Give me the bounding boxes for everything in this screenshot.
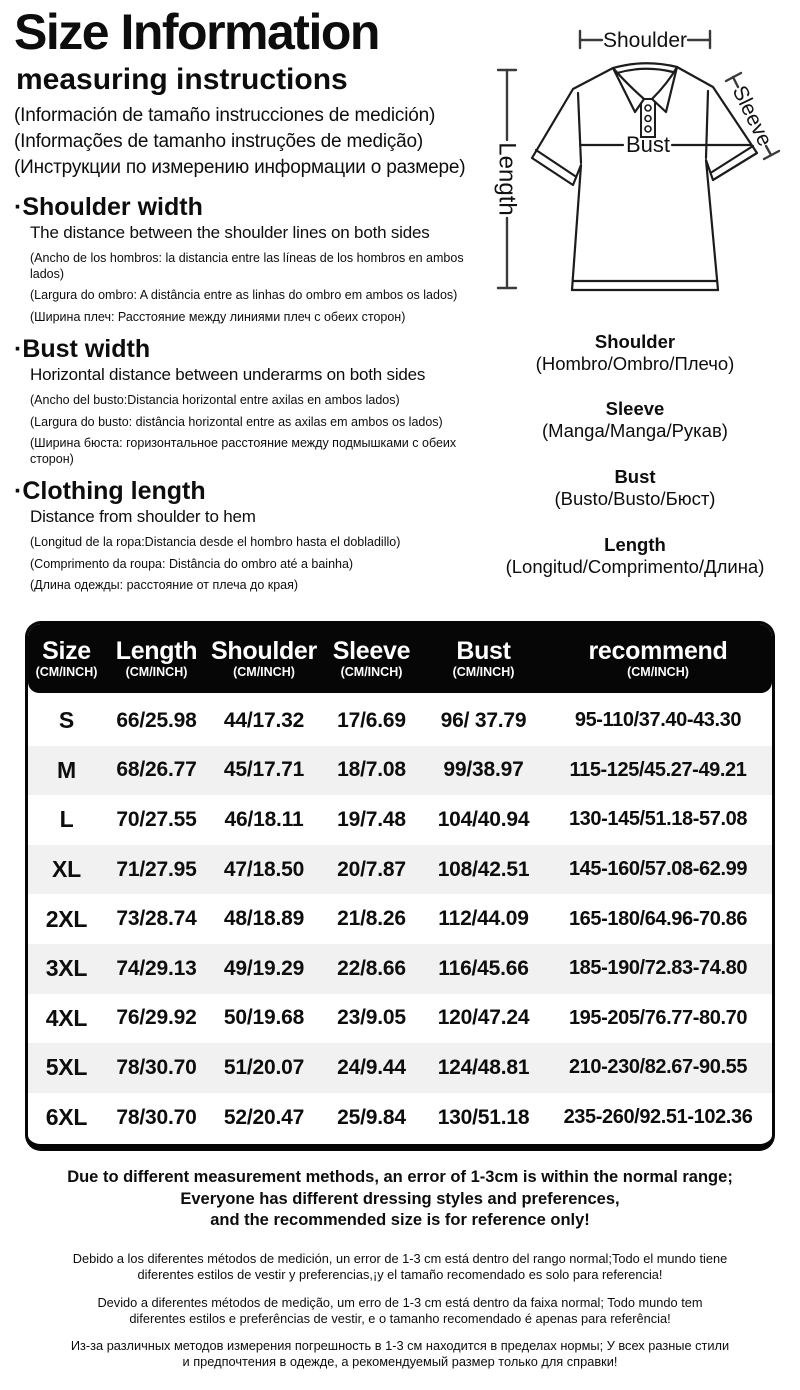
column-label: recommend xyxy=(588,637,728,665)
disclaimer-ru xyxy=(0,1338,800,1370)
section-description: Horizontal distance between underarms on both sides xyxy=(30,365,426,384)
value-cell: 96/ 37.79 xyxy=(440,708,527,732)
disclaimer-line: diferentes estilos de vestir y preferencias,¡y el tamaño recomendado es solo para referencia! xyxy=(137,1267,663,1282)
value-cell: 49/19.29 xyxy=(223,956,305,980)
value-cell: 20/7.87 xyxy=(337,857,406,881)
section-shoulder-width xyxy=(14,193,476,331)
title-translation-es: (Información de tamaño instrucciones de medición) xyxy=(14,105,436,126)
section-translation-pt: (Largura do ombro: A distância entre as linhas do ombro em ambos os lados) xyxy=(30,288,458,302)
legend-title: Length xyxy=(604,534,666,555)
column-header-shoulder xyxy=(208,624,320,693)
column-label: Length xyxy=(115,637,198,665)
column-label: Shoulder xyxy=(211,637,317,665)
value-cell: 51/20.07 xyxy=(223,1055,305,1079)
value-cell: 185-190/72.83-74.80 xyxy=(568,957,748,980)
value-cell: 23/9.05 xyxy=(337,1006,406,1030)
section-translation-es: (Ancho del busto:Distancia horizontal entre axilas en ambos lados) xyxy=(30,393,400,407)
diagram-length-label: Length xyxy=(493,142,521,216)
table-row xyxy=(28,1093,772,1143)
header xyxy=(14,2,484,181)
section-translation-ru: (Длина одежды: расстояние от плеча до края) xyxy=(30,578,299,592)
value-cell: 17/6.69 xyxy=(337,708,406,732)
value-cell: 145-160/57.08-62.99 xyxy=(568,858,748,881)
size-cell: 5XL xyxy=(45,1054,88,1081)
size-cell: XL xyxy=(52,856,81,883)
size-cell: M xyxy=(57,756,76,783)
column-label: Bust xyxy=(456,637,511,665)
size-table-header xyxy=(28,624,772,693)
value-cell: 74/29.13 xyxy=(116,956,197,980)
column-header-length xyxy=(105,624,208,693)
size-cell: L xyxy=(59,806,74,833)
disclaimer-pt xyxy=(0,1295,800,1327)
value-cell: 195-205/76.77-80.70 xyxy=(568,1006,748,1029)
value-cell: 50/19.68 xyxy=(223,1006,305,1030)
value-cell: 25/9.84 xyxy=(337,1105,406,1129)
size-cell: 2XL xyxy=(45,905,88,932)
legend-translation: (Longitud/Comprimento/Длина) xyxy=(505,556,765,577)
disclaimer-line: Due to different measurement methods, an error of 1-3cm is within the normal range; xyxy=(67,1168,733,1186)
polo-shirt-measurement-diagram xyxy=(478,0,800,335)
column-label: Sleeve xyxy=(332,637,411,665)
value-cell: 116/45.66 xyxy=(438,956,529,980)
section-translation-es: (Ancho de los hombros: la distancia entre las líneas de los hombros en ambos lados) xyxy=(30,251,464,281)
section-translation-pt: (Comprimento da roupa: Distância do ombro até a bainha) xyxy=(30,556,354,571)
table-row xyxy=(28,994,772,1044)
page-title: Size Information xyxy=(14,4,379,60)
value-cell: 47/18.50 xyxy=(223,857,305,881)
disclaimer-line: Devido a diferentes métodos de medição, um erro de 1-3 cm está dentro da faixa normal; Todo mundo tem xyxy=(97,1295,703,1310)
value-cell: 73/28.74 xyxy=(116,907,197,931)
value-cell: 48/18.89 xyxy=(223,907,305,931)
disclaimer-line: and the recommended size is for reference only! xyxy=(210,1211,590,1229)
column-header-size xyxy=(28,624,105,693)
disclaimer-line: diferentes estilos e preferências de vestir, e o tamanho recomendado é apenas para referência! xyxy=(129,1311,671,1326)
table-row xyxy=(28,845,772,895)
value-cell: 68/26.77 xyxy=(116,758,197,782)
legend-sleeve xyxy=(470,398,800,442)
column-unit: (CM/INCH) xyxy=(627,665,689,679)
section-description: Distance from shoulder to hem xyxy=(30,507,256,526)
value-cell: 76/29.92 xyxy=(116,1006,197,1030)
value-cell: 130-145/51.18-57.08 xyxy=(568,808,748,831)
column-label: Size xyxy=(42,637,91,665)
value-cell: 46/18.11 xyxy=(224,807,304,831)
column-unit: (CM/INCH) xyxy=(340,665,403,679)
size-table xyxy=(25,621,775,1151)
value-cell: 165-180/64.96-70.86 xyxy=(568,907,748,930)
column-header-sleeve xyxy=(320,624,423,693)
value-cell: 44/17.32 xyxy=(223,708,305,732)
value-cell: 22/8.66 xyxy=(337,956,406,980)
section-translations xyxy=(30,535,476,594)
size-table-body xyxy=(28,696,772,1142)
section-clothing-length xyxy=(14,477,476,600)
diagram-sleeve-label: Sleeve xyxy=(727,82,777,150)
title-translation-ru: (Инструкции по измерению информации о размере) xyxy=(14,157,466,178)
table-row xyxy=(28,1043,772,1093)
disclaimer-es xyxy=(0,1251,800,1283)
value-cell: 78/30.70 xyxy=(116,1055,197,1079)
table-row xyxy=(28,696,772,746)
section-translation-ru: (Ширина плеч: Расстояние между линиями плеч с обеих сторон) xyxy=(30,309,406,324)
column-header-recommend xyxy=(544,624,772,693)
legend-title: Shoulder xyxy=(594,331,676,352)
diagram-bust-label: Bust xyxy=(625,132,671,157)
value-cell: 124/48.81 xyxy=(437,1055,530,1079)
section-heading: ·Clothing length xyxy=(14,477,206,505)
title-translations xyxy=(14,103,484,181)
section-translation-es: (Longitud de la ropa:Distancia desde el hombro hasta el dobladillo) xyxy=(30,535,401,549)
section-translation-pt: (Largura do busto: distância horizontal entre as axilas em ambos os lados) xyxy=(30,414,443,429)
value-cell: 120/47.24 xyxy=(437,1006,530,1030)
value-cell: 70/27.55 xyxy=(116,807,197,831)
size-cell: S xyxy=(58,707,75,734)
disclaimer-line: Everyone has different dressing styles and preferences, xyxy=(180,1189,620,1208)
title-translation-pt: (Informações de tamanho instruções de medição) xyxy=(14,131,424,152)
shirt-outline xyxy=(532,63,757,290)
table-row xyxy=(28,746,772,796)
disclaimer-line: Debido a los diferentes métodos de medición, un error de 1-3 cm está dentro del rango normal;Todo el mundo tiene xyxy=(72,1251,728,1266)
legend-shoulder xyxy=(470,331,800,375)
column-unit: (CM/INCH) xyxy=(125,665,188,679)
diagram-shoulder-label: Shoulder xyxy=(602,29,688,52)
value-cell: 18/7.08 xyxy=(337,758,406,782)
value-cell: 104/40.94 xyxy=(437,807,530,831)
size-cell: 6XL xyxy=(45,1104,88,1131)
column-header-bust xyxy=(423,624,544,693)
section-translations xyxy=(30,393,476,467)
section-heading: ·Shoulder width xyxy=(14,193,203,221)
value-cell: 78/30.70 xyxy=(116,1105,197,1129)
page-subtitle: measuring instructions xyxy=(16,63,348,96)
disclaimer-line: и предпочтения в одежде, а рекомендуемый размер только для справки! xyxy=(182,1354,618,1369)
value-cell: 235-260/92.51-102.36 xyxy=(563,1106,753,1129)
legend-title: Bust xyxy=(614,466,656,487)
value-cell: 99/38.97 xyxy=(443,758,524,782)
value-cell: 210-230/82.67-90.55 xyxy=(568,1056,748,1079)
value-cell: 108/42.51 xyxy=(437,857,530,881)
legend-length xyxy=(470,534,800,578)
value-cell: 24/9.44 xyxy=(337,1055,406,1079)
value-cell: 95-110/37.40-43.30 xyxy=(574,709,742,732)
legend-bust xyxy=(470,466,800,510)
section-heading: ·Bust width xyxy=(14,335,151,363)
value-cell: 115-125/45.27-49.21 xyxy=(569,758,747,781)
table-row xyxy=(28,894,772,944)
legend-translation: (Manga/Manga/Рукав) xyxy=(542,420,728,441)
disclaimer-en xyxy=(0,1167,800,1232)
section-bust-width xyxy=(14,335,476,473)
value-cell: 71/27.95 xyxy=(116,857,197,881)
section-translation-ru: (Ширина бюста: горизонтальное расстояние между подмышками с обеих сторон) xyxy=(30,436,457,466)
legend-translation: (Busto/Busto/Бюст) xyxy=(554,488,716,509)
value-cell: 112/44.09 xyxy=(438,907,529,931)
value-cell: 52/20.47 xyxy=(223,1105,305,1129)
size-cell: 4XL xyxy=(45,1004,88,1031)
column-unit: (CM/INCH) xyxy=(233,665,295,679)
value-cell: 21/8.26 xyxy=(337,907,406,931)
table-row xyxy=(28,795,772,845)
size-cell: 3XL xyxy=(45,955,88,982)
legend-title: Sleeve xyxy=(605,398,665,419)
table-row xyxy=(28,944,772,994)
legend-translation: (Hombro/Ombro/Плечо) xyxy=(535,353,735,374)
value-cell: 45/17.71 xyxy=(223,758,305,782)
button-icon xyxy=(645,116,651,122)
column-unit: (CM/INCH) xyxy=(452,665,515,679)
section-description: The distance between the shoulder lines on both sides xyxy=(30,223,430,242)
value-cell: 66/25.98 xyxy=(116,708,197,732)
column-unit: (CM/INCH) xyxy=(35,665,98,679)
value-cell: 19/7.48 xyxy=(337,807,406,831)
disclaimer-line: Из-за различных методов измерения погрешность в 1-3 см находится в пределах нормы; У всех разные стили xyxy=(70,1338,730,1353)
value-cell: 130/51.18 xyxy=(437,1105,530,1129)
section-translations xyxy=(30,251,476,325)
button-icon xyxy=(645,105,651,111)
